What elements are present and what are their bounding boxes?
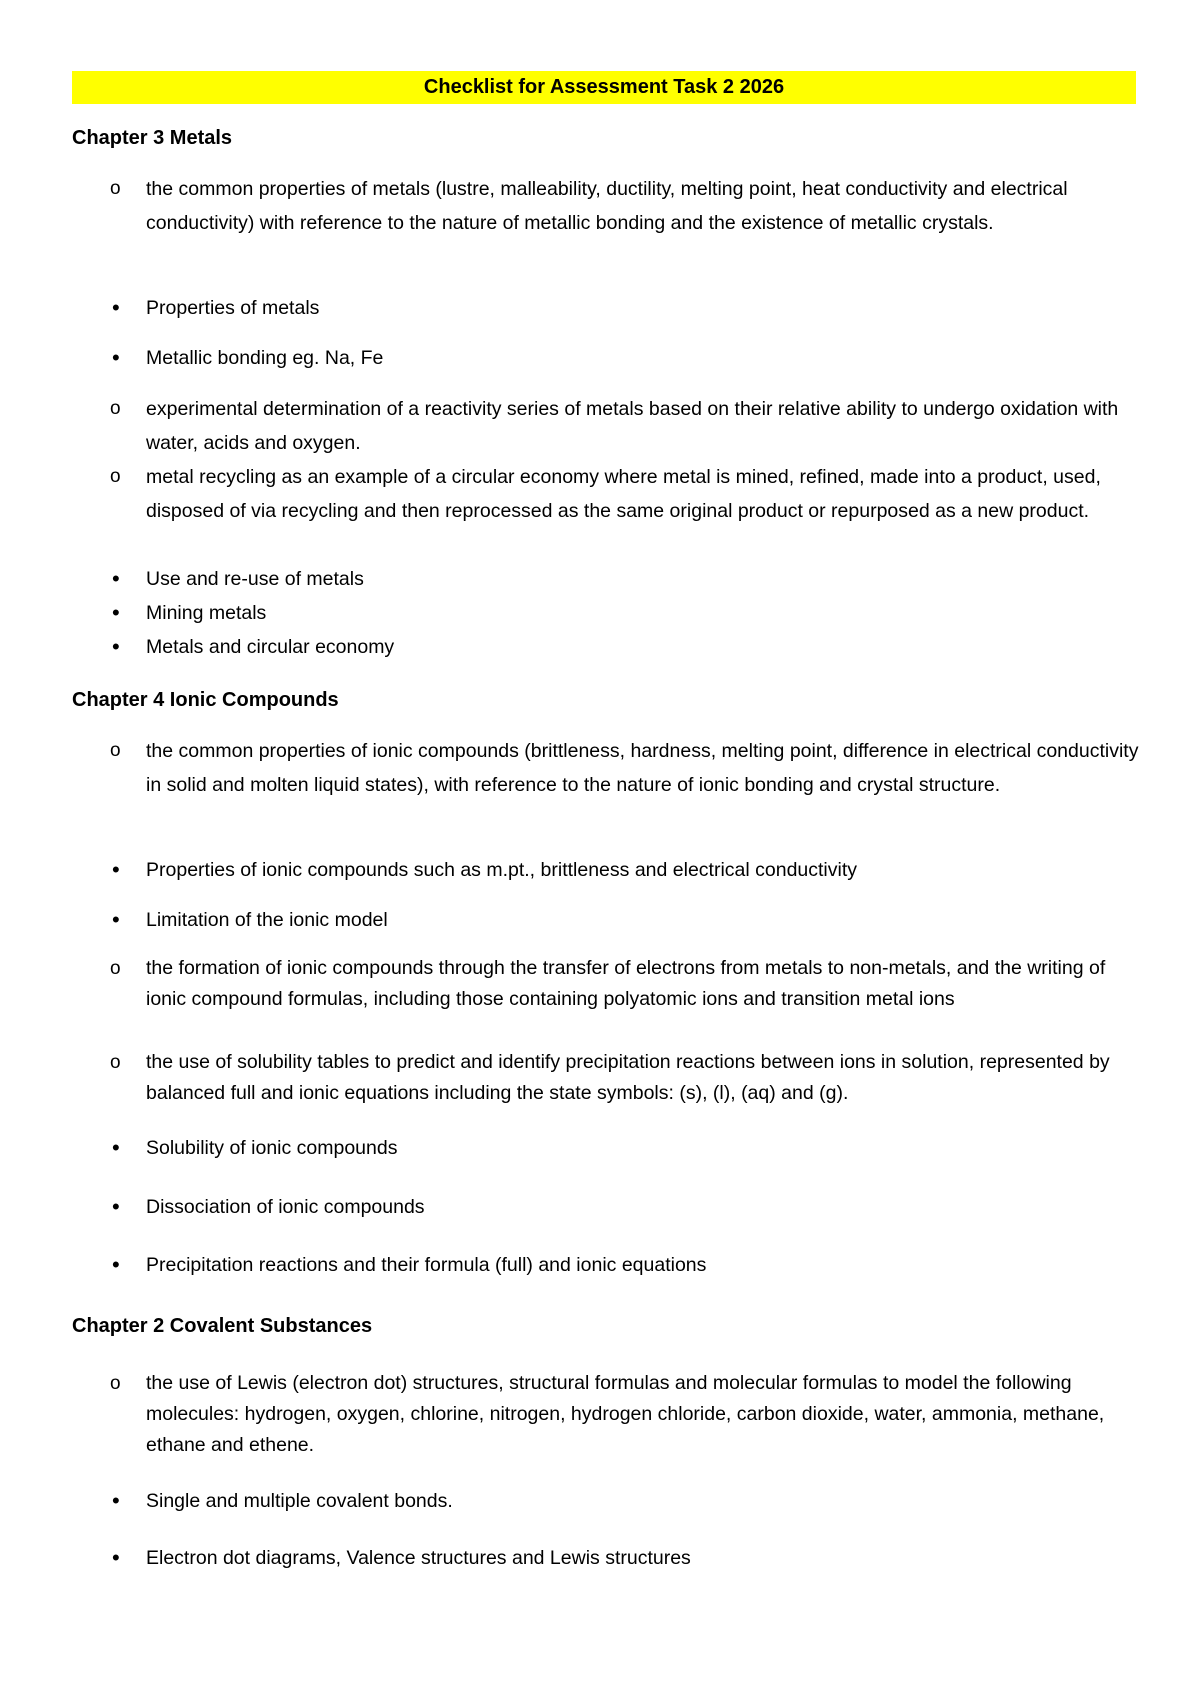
circle-marker-icon: o xyxy=(110,958,121,979)
bullet-icon: • xyxy=(112,600,120,625)
list-item-text: the common properties of ionic compounds (brittleness, hardness, melting point, difference in electrical conductivity in solid and molten liquid states), with reference to the nature of ionic bonding and crystal structure. xyxy=(146,740,1139,796)
bullet-icon: • xyxy=(112,1252,120,1277)
bullet-icon: • xyxy=(112,1545,120,1570)
list-item xyxy=(110,460,1140,528)
bullet-icon: • xyxy=(112,1488,120,1513)
list-item-text: Metallic bonding eg. Na, Fe xyxy=(146,347,384,369)
list-item-text: experimental determination of a reactivity series of metals based on their relative ability to undergo oxidation with water, acids and oxygen. xyxy=(146,398,1119,454)
chapter-4-heading: Chapter 4 Ionic Compounds xyxy=(72,689,339,711)
document-title: Checklist for Assessment Task 2 2026 xyxy=(72,71,1136,104)
circle-marker-icon: o xyxy=(110,178,121,199)
list-item-text: Properties of metals xyxy=(146,297,320,319)
bullet-icon: • xyxy=(112,634,120,659)
chapter-2-heading: Chapter 2 Covalent Substances xyxy=(72,1315,373,1337)
list-item xyxy=(110,562,1140,596)
list-item-text: Single and multiple covalent bonds. xyxy=(146,1490,453,1512)
list-item-text: the use of solubility tables to predict and identify precipitation reactions between ions in solution, represented by balanced full and ionic equations including the state symbols: (s), (l), (aq) and (g). xyxy=(146,1051,1110,1104)
list-item xyxy=(110,1368,1140,1461)
list-item-text: Electron dot diagrams, Valence structures and Lewis structures xyxy=(146,1547,691,1569)
list-item-text: Metals and circular economy xyxy=(146,636,395,658)
list-item-text: Limitation of the ionic model xyxy=(146,909,388,931)
circle-marker-icon: o xyxy=(110,740,121,761)
list-item xyxy=(110,596,1140,630)
list-item-text: Mining metals xyxy=(146,602,267,624)
bullet-icon: • xyxy=(112,345,120,370)
list-item-text: the use of Lewis (electron dot) structures, structural formulas and molecular formulas to model the following molecules: hydrogen, oxygen, chlorine, nitrogen, hydrogen chloride, carbon dioxide, water, ammonia, methane, ethane and ethene. xyxy=(146,1372,1105,1456)
list-item xyxy=(110,392,1140,460)
list-item xyxy=(110,172,1140,240)
bullet-icon: • xyxy=(112,1194,120,1219)
list-item xyxy=(110,1047,1140,1109)
list-item xyxy=(110,953,1140,1015)
list-item-text: Precipitation reactions and their formula (full) and ionic equations xyxy=(146,1254,707,1276)
bullet-icon: • xyxy=(112,857,120,882)
list-item-text: Properties of ionic compounds such as m.pt., brittleness and electrical conductivity xyxy=(146,859,858,881)
bullet-icon: • xyxy=(112,907,120,932)
circle-marker-icon: o xyxy=(110,1052,121,1073)
list-item xyxy=(110,1131,1140,1165)
circle-marker-icon: o xyxy=(110,398,121,419)
list-item-text: Use and re-use of metals xyxy=(146,568,364,590)
list-item xyxy=(110,1190,1140,1224)
list-item xyxy=(110,1484,1140,1518)
list-item-text: Solubility of ionic compounds xyxy=(146,1137,398,1159)
list-item xyxy=(110,291,1140,325)
list-item xyxy=(110,903,1140,937)
list-item xyxy=(110,341,1140,375)
bullet-icon: • xyxy=(112,1135,120,1160)
list-item xyxy=(110,1541,1140,1575)
list-item-text: the formation of ionic compounds through the transfer of electrons from metals to non-metals, and the writing of ionic compound formulas, including those containing polyatomic ions and transition metal ions xyxy=(146,957,1106,1010)
list-item xyxy=(110,630,1140,664)
bullet-icon: • xyxy=(112,566,120,591)
list-item xyxy=(110,853,1140,887)
list-item xyxy=(110,1248,1140,1282)
circle-marker-icon: o xyxy=(110,466,121,487)
chapter-3-heading: Chapter 3 Metals xyxy=(72,127,233,149)
list-item-text: the common properties of metals (lustre, malleability, ductility, melting point, heat conductivity and electrical conductivity) with reference to the nature of metallic bonding and the existence of metallic crystals. xyxy=(146,178,1068,234)
bullet-icon: • xyxy=(112,295,120,320)
list-item-text: metal recycling as an example of a circular economy where metal is mined, refined, made into a product, used, disposed of via recycling and then reprocessed as the same original product or repurposed as a new product. xyxy=(146,466,1101,522)
list-item-text: Dissociation of ionic compounds xyxy=(146,1196,425,1218)
list-item xyxy=(110,734,1140,802)
circle-marker-icon: o xyxy=(110,1373,121,1394)
